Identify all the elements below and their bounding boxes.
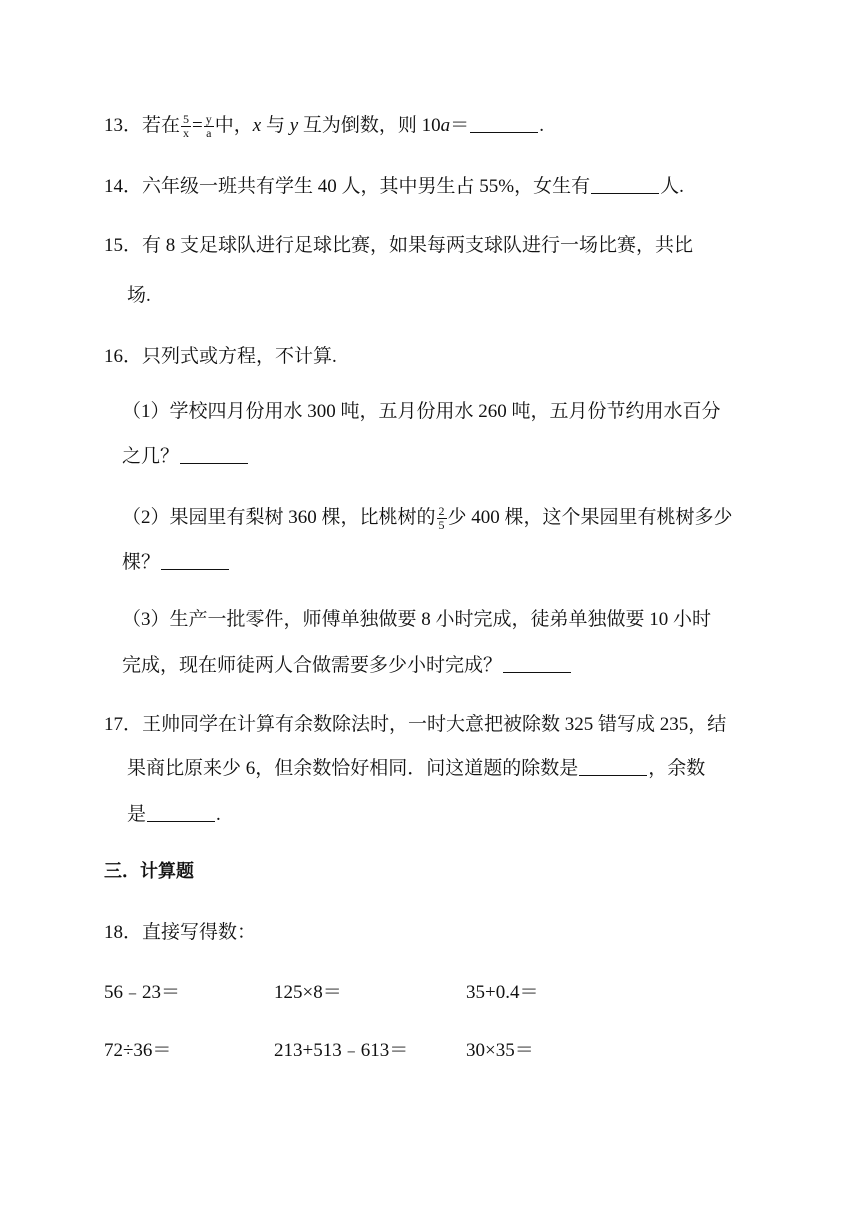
answer-blank[interactable]	[503, 656, 571, 673]
question-16-title: 16．只列式或方程，不计算.	[104, 346, 337, 367]
question-16-part-1-line-2: 之几？	[122, 445, 249, 469]
calc-item: 30×35＝	[466, 1040, 534, 1061]
question-17-line-3: 是 .	[127, 804, 221, 825]
question-16-part-3-line-1: （3）生产一批零件，师傅单独做要 8 小时完成，徒弟单独做要 10 小时	[122, 609, 712, 630]
question-17-line-2: 果商比原来少 6，但余数恰好相同．问这道题的除数是 ，余数	[127, 758, 706, 779]
answer-blank[interactable]	[161, 553, 229, 570]
question-13: 13．若在 $\frac{5}{x}$ = $\frac{y}{a}$ 中，x 与 y 互为倒数，则 10a＝ .	[104, 112, 544, 140]
question-17-line-1: 17．王帅同学在计算有余数除法时，一时大意把被除数 325 错写成 235，结	[104, 714, 727, 735]
question-18-title: 18．直接写得数：	[104, 922, 257, 943]
question-15-line-1: 15．有 8 支足球队进行足球比赛，如果每两支球队进行一场比赛，共比	[104, 235, 694, 256]
question-14: 14．六年级一班共有学生 40 人，其中男生占 55%，女生有 人.	[104, 176, 684, 197]
calc-item: 56﹣23＝	[104, 982, 181, 1003]
calc-item: 35+0.4＝	[466, 982, 539, 1003]
section-3-heading: 三．计算题	[104, 861, 194, 882]
calc-item: 213+513﹣613＝	[274, 1040, 409, 1061]
answer-blank[interactable]	[147, 805, 215, 822]
question-16-part-2-line-1: （2）果园里有梨树 360 棵，比桃树的 $\frac{2}{5}$ 少 400 棵，这个果园里有桃树多少	[122, 504, 733, 532]
question-13-number: 13．	[104, 114, 143, 136]
calc-item: 72÷36＝	[104, 1040, 172, 1061]
question-16-part-3-line-2: 完成，现在师徒两人合做需要多少小时完成？	[122, 654, 572, 678]
question-16-part-1-line-1: （1）学校四月份用水 300 吨，五月份用水 260 吨，五月份节约用水百分	[122, 401, 721, 422]
calc-item: 125×8＝	[274, 982, 342, 1003]
answer-blank[interactable]	[470, 116, 538, 133]
question-15-line-2: 场.	[127, 285, 151, 306]
question-16-part-2-line-2: 棵？	[122, 551, 230, 575]
answer-blank[interactable]	[180, 447, 248, 464]
answer-blank[interactable]	[579, 759, 647, 776]
fraction-2-over-5: $\frac{2}{5}$	[438, 504, 445, 532]
answer-blank[interactable]	[591, 177, 659, 194]
fraction-y-over-a: $\frac{y}{a}$	[205, 112, 212, 140]
fraction-5-over-x: $\frac{5}{x}$	[183, 112, 190, 140]
